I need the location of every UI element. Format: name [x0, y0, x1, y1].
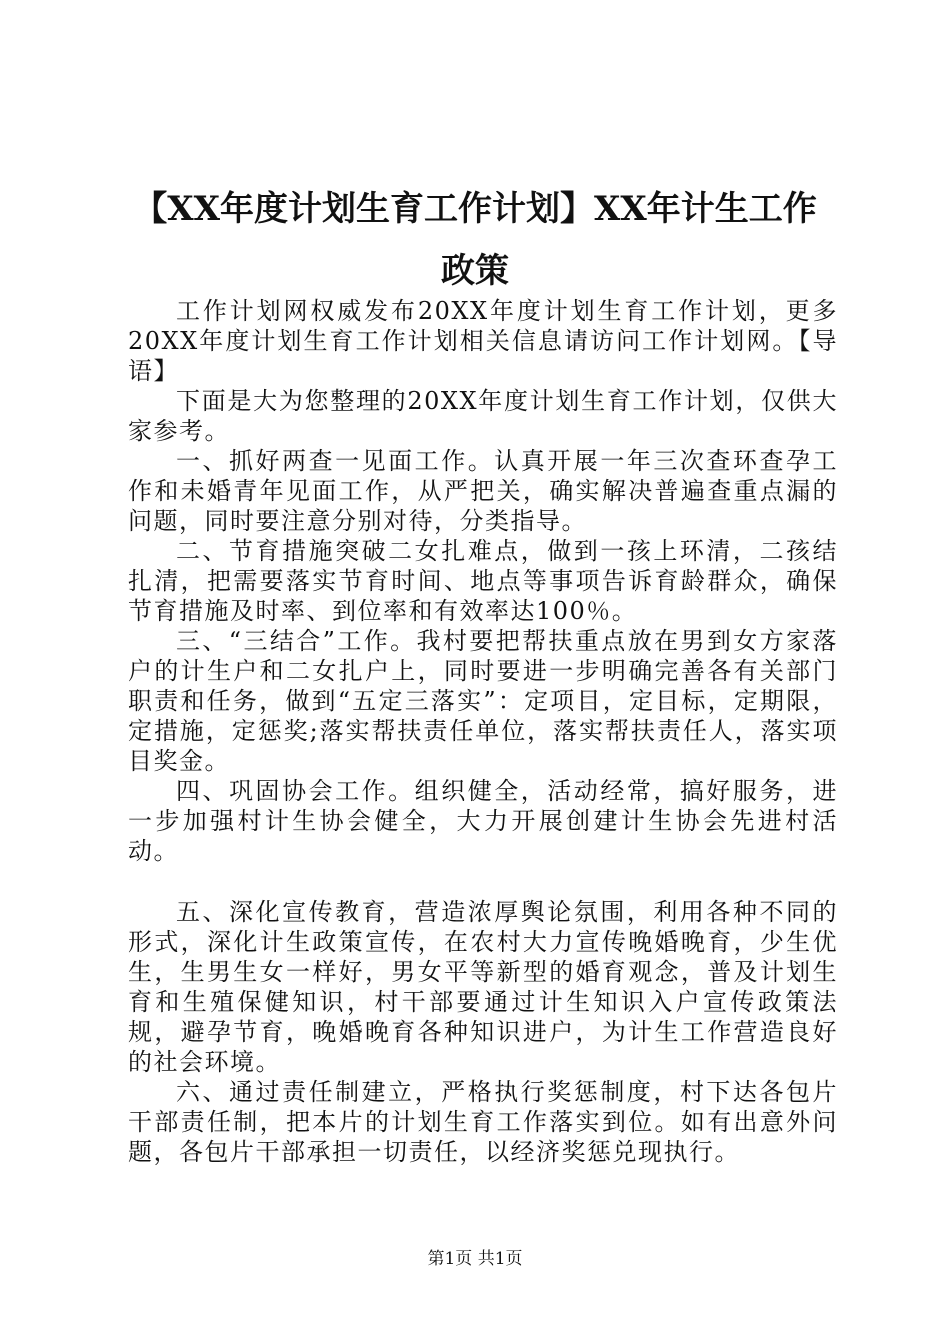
paragraph-item-4: 四、巩固协会工作。组织健全，活动经常，搞好服务，进一步加强村计生协会健全，大力开展创建计生协会先进村活动。 [128, 777, 838, 865]
paragraph-item-2: 二、节育措施突破二女扎难点，做到一孩上环清，二孩结扎清，把需要落实节育时间、地点等事项告诉育龄群众，确保节育措施及时率、到位率和有效率达100％。 [128, 537, 838, 625]
document-title: 【XX年度计划生育工作计划】XX年计生工作政策 [133, 189, 817, 291]
page-footer: 第1页 共1页 [427, 1249, 523, 1269]
paragraph-item-5: 五、深化宣传教育，营造浓厚舆论氛围，利用各种不同的形式，深化计生政策宣传，在农村大力宣传晚婚晚育，少生优生，生男生女一样好，男女平等新型的婚育观念，普及计划生育和生殖保健知识，村干部要通过计生知识入户宣传政策法规，避孕节育，晚婚晚育各种知识进户，为计生工作营造良好的社会环境。 [128, 898, 838, 1076]
paragraph-intro: 工作计划网权威发布20XX年度计划生育工作计划，更多20XX年度计划生育工作计划相关信息请访问工作计划网。【导语】 [128, 297, 838, 385]
paragraph-item-3: 三、“三结合”工作。我村要把帮扶重点放在男到女方家落户的计生户和二女扎户上，同时要进一步明确完善各有关部门职责和任务，做到“五定三落实”：定项目，定目标，定期限，定措施，定惩奖;落实帮扶责任单位，落实帮扶责任人，落实项目奖金。 [128, 627, 838, 775]
paragraph-item-6: 六、通过责任制建立，严格执行奖惩制度，村下达各包片干部责任制，把本片的计划生育工作落实到位。如有出意外问题，各包片干部承担一切责任，以经济奖惩兑现执行。 [128, 1078, 838, 1166]
document-body [128, 296, 838, 1167]
paragraph-lead: 下面是大为您整理的20XX年度计划生育工作计划，仅供大家参考。 [128, 387, 838, 445]
paragraph-spacer [128, 866, 838, 897]
paragraph-item-1: 一、抓好两查一见面工作。认真开展一年三次查环查孕工作和未婚青年见面工作，从严把关，确实解决普遍查重点漏的问题，同时要注意分别对待，分类指导。 [128, 447, 838, 535]
